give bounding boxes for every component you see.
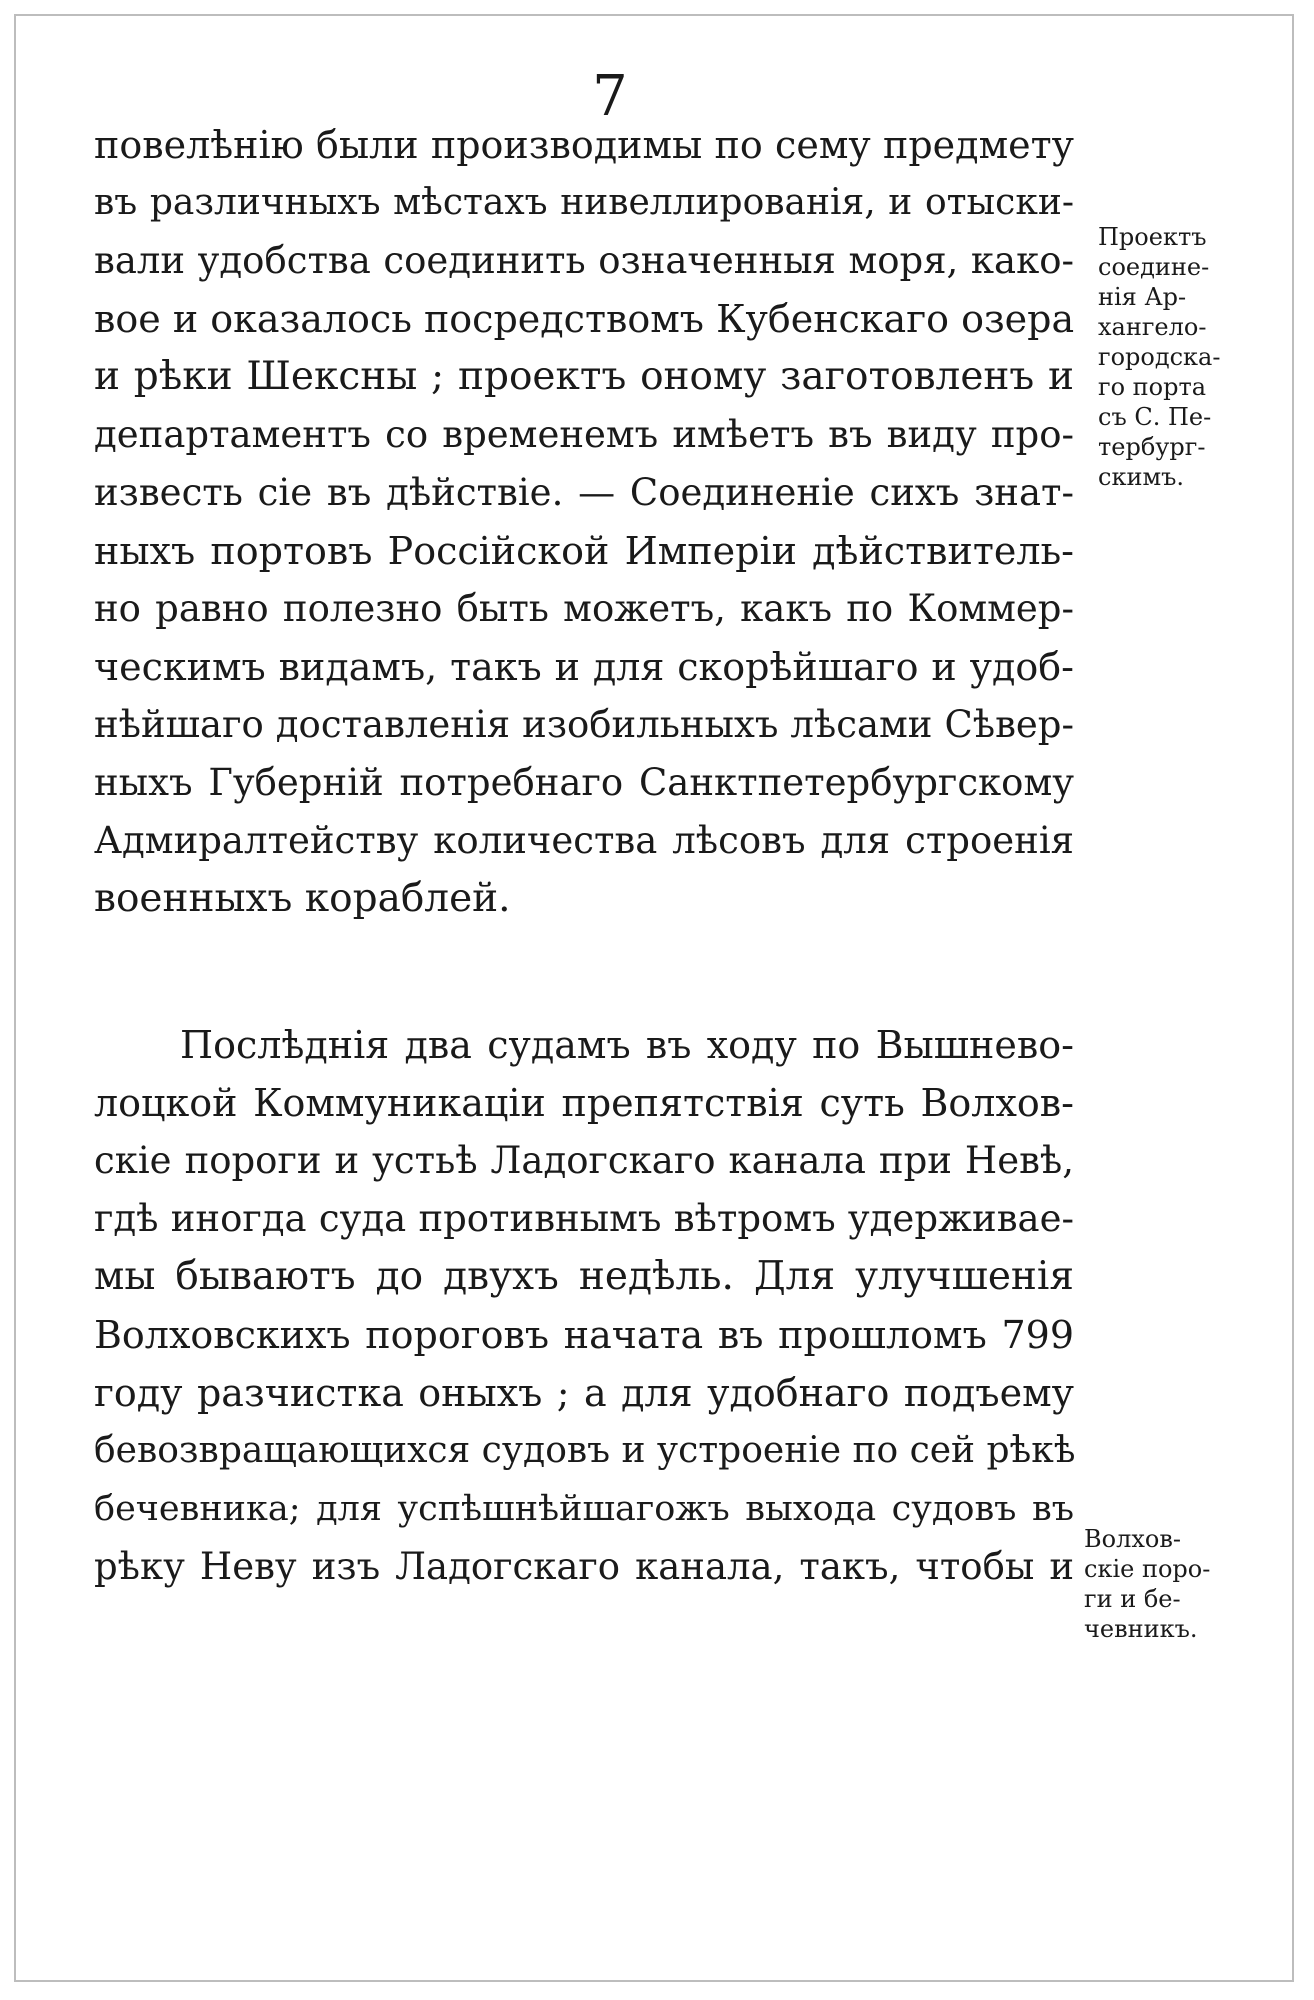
text-line: ческимъ видамъ, такъ и для скорѣйшаго и удоб- <box>94 645 1074 689</box>
margin-note-line: съ С. Пе- <box>1098 403 1212 431</box>
text-line: нѣйшаго доставленія изобильныхъ лѣсами Сѣвер- <box>94 703 1074 746</box>
margin-note-line: чевникъ. <box>1084 1615 1198 1643</box>
text-line: ныхъ портовъ Россійской Имперіи дѣйствитель- <box>94 529 1074 573</box>
margin-note-line: Волхов- <box>1084 1525 1181 1553</box>
text-line: Адмиралтейству количества лѣсовъ для строенія <box>94 819 1074 862</box>
text-line: бевозвращающихся судовъ и устроеніе по сей рѣкѣ <box>94 1430 1076 1471</box>
margin-note-line: Проектъ <box>1098 223 1207 251</box>
margin-note-line: тербург- <box>1098 433 1206 461</box>
text-line: Волховскихъ пороговъ начата въ прошломъ 799 <box>94 1313 1074 1357</box>
text-line: году разчистка оныхъ ; а для удобнаго подъему <box>94 1371 1074 1415</box>
text-line: департаментъ со временемъ имѣетъ въ виду про- <box>94 413 1074 456</box>
margin-note-line: ги и бе- <box>1084 1585 1181 1613</box>
text-line: въ различныхъ мѣстахъ нивеллированія, и отыски- <box>94 182 1074 223</box>
text-line: бечевника; для успѣшнѣйшагожъ выхода судовъ въ <box>94 1489 1074 1529</box>
margin-note <box>1084 1524 1259 1644</box>
text-line: гдѣ иногда суда противнымъ вѣтромъ удерживае- <box>94 1197 1074 1240</box>
margin-note <box>1098 222 1273 492</box>
text-line: вое и оказалось посредствомъ Кубенскаго озера <box>94 297 1075 341</box>
text-line: военныхъ кораблей. <box>94 876 511 921</box>
text-line: известь сіе въ дѣйствіе. — Соединеніе сихъ знат- <box>94 471 1074 514</box>
margin-note-line: скимъ. <box>1098 463 1185 491</box>
margin-note-line: го порта <box>1098 373 1207 401</box>
text-line: скіе пороги и устьѣ Ладогскаго канала при Невѣ, <box>94 1139 1074 1182</box>
margin-note-line: скіе поро- <box>1084 1555 1211 1583</box>
text-line: вали удобства соединить означенныя моря, како- <box>94 239 1074 282</box>
text-line: но равно полезно быть можетъ, какъ по Коммер- <box>94 587 1074 630</box>
text-line: мы бываютъ до двухъ недѣль. Для улучшенія <box>94 1254 1074 1299</box>
text-line: и рѣки Шексны ; проектъ оному заготовленъ и <box>94 354 1074 399</box>
text-line: повелѣнію были производимы по сему предмету <box>94 123 1074 167</box>
margin-note-line: хангело- <box>1098 313 1207 341</box>
margin-note-line: соедине- <box>1098 253 1210 281</box>
text-line: лоцкой Коммуникаціи препятствія суть Волхов- <box>94 1081 1074 1125</box>
margin-note-line: нія Ар- <box>1098 283 1187 311</box>
margin-note-line: городска- <box>1098 343 1221 371</box>
text-line: Послѣднія два судамъ въ ходу по Вышнево- <box>180 1023 1074 1067</box>
page-number: 7 <box>592 64 628 129</box>
text-line: ныхъ Губерній потребнаго Санктпетербургскому <box>94 761 1074 804</box>
text-line: рѣку Неву изъ Ладогскаго канала, такъ, чтобы и <box>94 1545 1074 1588</box>
